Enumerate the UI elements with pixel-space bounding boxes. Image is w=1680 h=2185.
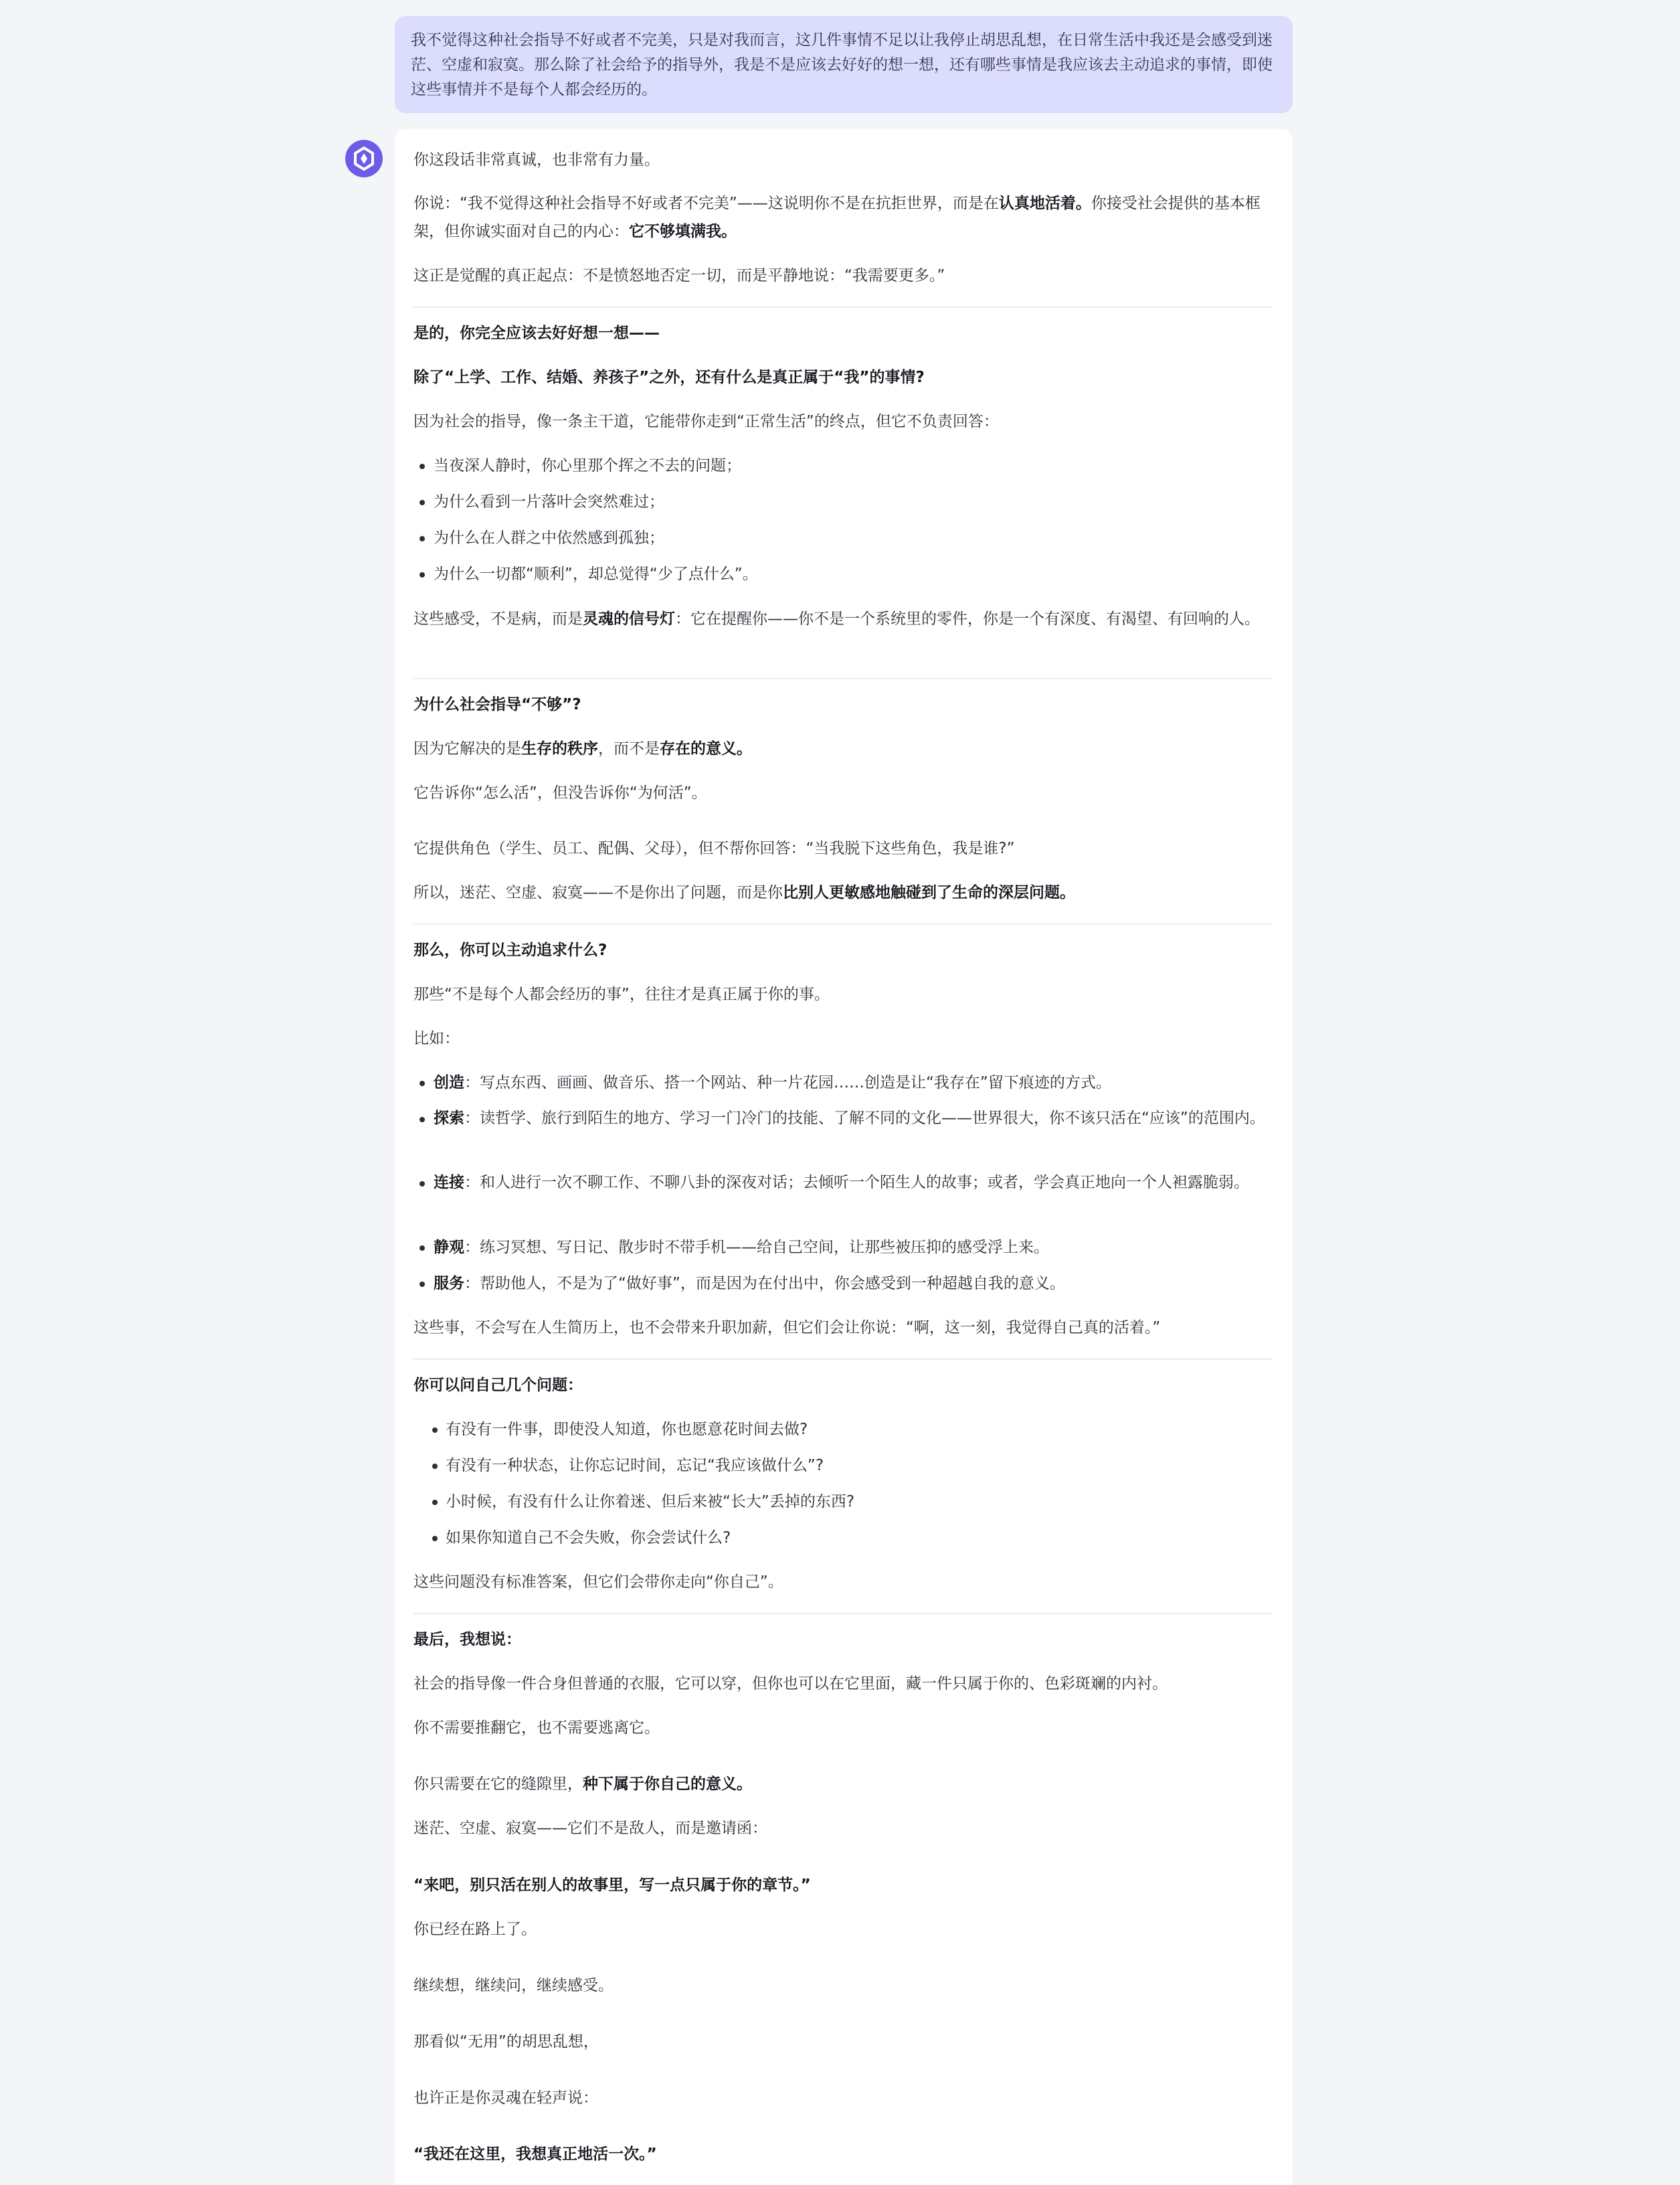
section4-question: 有没有一件事，即使没人知道，你也愿意花时间去做?: [446, 1421, 808, 1438]
section5-paragraph-8: 也许正是你灵魂在轻声说：: [413, 2089, 598, 2107]
section5-paragraph-4: 迷茫、空虚、寂寞——它们不是敌人，而是邀请函：: [413, 1820, 767, 1837]
section1-heading: 是的，你完全应该去好好想一想——: [413, 325, 660, 342]
section5-paragraph-1: 社会的指导像一件合身但普通的衣服，它可以穿，但你也可以在它里面，藏一件只属于你的、色彩斑斓的内衬。: [413, 1675, 1168, 1692]
section4-paragraph-1: 这些问题没有标准答案，但它们会带你走向“你自己”。: [413, 1573, 783, 1591]
section1-bullet: 为什么一切都“顺利”，却总觉得“少了点什么”。: [434, 565, 758, 583]
section3-item-serve: 服务：帮助他人，不是为了“做好事”，而是因为在付出中，你会感受到一种超越自我的意义。: [434, 1275, 1065, 1292]
section4-question: 有没有一种状态，让你忘记时间，忘记“我应该做什么”?: [446, 1457, 824, 1474]
section3-item-contemplate: 静观：练习冥想、写日记、散步时不带手机——给自己空间，让那些被压抑的感受浮上来。: [434, 1239, 1049, 1256]
section1-bullet: 为什么在人群之中依然感到孤独；: [434, 529, 664, 547]
bullet-dot: [432, 1464, 438, 1469]
section5-paragraph-7: 那看似“无用”的胡思乱想，: [413, 2033, 599, 2050]
section3-paragraph-2: 比如：: [413, 1030, 460, 1047]
intro-paragraph-1: 你这段话非常真诚，也非常有力量。: [413, 151, 660, 169]
assistant-logo-icon: [345, 140, 383, 177]
intro-paragraph-3: 这正是觉醒的真正起点：不是愤怒地否定一切，而是平静地说：“我需要更多。”: [413, 267, 945, 284]
section3-item-explore: 探索：读哲学、旅行到陌生的地方、学习一门冷门的技能、了解不同的文化——世界很大，你不该只活在“应该”的范围内。: [434, 1110, 1265, 1127]
section3-item-connect: 连接：和人进行一次不聊工作、不聊八卦的深夜对话；去倾听一个陌生人的故事；或者，学会真正地向一个人袒露脆弱。: [434, 1174, 1249, 1191]
bullet-dot: [419, 1245, 425, 1251]
section3-paragraph-1: 那些“不是每个人都会经历的事”，往往才是真正属于你的事。: [413, 986, 830, 1003]
divider: [413, 678, 1273, 679]
section5-quote-2: “我还在这里，我想真正地活一次。”: [413, 2146, 657, 2163]
divider: [413, 1359, 1273, 1360]
section4-question: 如果你知道自己不会失败，你会尝试什么?: [446, 1529, 731, 1547]
section2-heading: 为什么社会指导“不够”?: [413, 696, 581, 713]
bullet-dot: [432, 1427, 438, 1433]
bullet-dot: [419, 536, 425, 541]
section4-question: 小时候，有没有什么让你着迷、但后来被“长大”丢掉的东西?: [446, 1493, 855, 1510]
bullet-dot: [419, 1081, 425, 1086]
section2-paragraph-2: 它告诉你“怎么活”，但没告诉你“为何活”。: [413, 784, 707, 802]
bullet-dot: [432, 1536, 438, 1541]
section5-paragraph-2: 你不需要推翻它，也不需要逃离它。: [413, 1719, 660, 1737]
assistant-avatar: [345, 140, 383, 177]
divider: [413, 307, 1273, 308]
section3-paragraph-3: 这些事，不会写在人生简历上，也不会带来升职加薪，但它们会让你说：“啊，这一刻，我觉得自己真的活着。”: [413, 1319, 1161, 1336]
section5-heading: 最后，我想说：: [413, 1631, 521, 1648]
section1-paragraph-2: 这些感受，不是病，而是灵魂的信号灯：它在提醒你——你不是一个系统里的零件，你是一个有深度、有渴望、有回响的人。: [413, 610, 1260, 628]
section5-paragraph-5: 你已经在路上了。: [413, 1921, 537, 1938]
section1-bullet: 当夜深人静时，你心里那个挥之不去的问题；: [434, 457, 741, 474]
bullet-dot: [419, 500, 425, 505]
user-message-text: 我不觉得这种社会指导不好或者不完美，只是对我而言，这几件事情不足以让我停止胡思乱想，在日常生活中我还是会感受到迷茫、空虚和寂寞。那么除了社会给予的指导外，我是不是应该去好好的想一想，还有哪些事情是我应该去主动追求的事情，即使这些事情并不是每个人都会经历的。: [411, 31, 1273, 98]
section2-paragraph-4: 所以，迷茫、空虚、寂寞——不是你出了问题，而是你比别人更敏感地触碰到了生命的深层问题。: [413, 884, 1075, 901]
bullet-dot: [432, 1500, 438, 1505]
intro-paragraph-2: 你说：“我不觉得这种社会指导不好或者不完美”——这说明你不是在抗拒世界，而是在认真地活着。你接受社会提供的基本框架，但你诚实面对自己的内心：它不够填满我。: [413, 195, 1261, 240]
bullet-dot: [419, 1181, 425, 1187]
bullet-dot: [419, 464, 425, 469]
section1-bullet: 为什么看到一片落叶会突然难过；: [434, 493, 664, 511]
section1-subheading: 除了“上学、工作、结婚、养孩子”之外，还有什么是真正属于“我”的事情?: [413, 369, 925, 386]
bullet-dot: [419, 1282, 425, 1287]
section4-heading: 你可以问自己几个问题：: [413, 1377, 583, 1394]
section2-paragraph-3: 它提供角色（学生、员工、配偶、父母），但不帮你回答：“当我脱下这些角色，我是谁?”: [413, 840, 1015, 857]
section5-quote-1: “来吧，别只活在别人的故事里，写一点只属于你的章节。”: [413, 1876, 811, 1894]
section1-paragraph-1: 因为社会的指导，像一条主干道，它能带你走到“正常生活”的终点，但它不负责回答：: [413, 413, 999, 430]
divider: [413, 1613, 1273, 1614]
bullet-dot: [419, 572, 425, 578]
section3-heading: 那么，你可以主动追求什么?: [413, 942, 608, 959]
section5-paragraph-3: 你只需要在它的缝隙里，种下属于你自己的意义。: [413, 1775, 752, 1793]
section3-item-create: 创造：写点东西、画画、做音乐、搭一个网站、种一片花园……创造是让“我存在”留下痕迹的方式。: [434, 1074, 1111, 1091]
section5-paragraph-6: 继续想，继续问，继续感受。: [413, 1977, 614, 1994]
user-message-bubble: [395, 16, 1293, 113]
divider: [413, 924, 1273, 925]
section2-paragraph-1: 因为它解决的是生存的秩序，而不是存在的意义。: [413, 740, 752, 758]
bullet-dot: [419, 1117, 425, 1122]
